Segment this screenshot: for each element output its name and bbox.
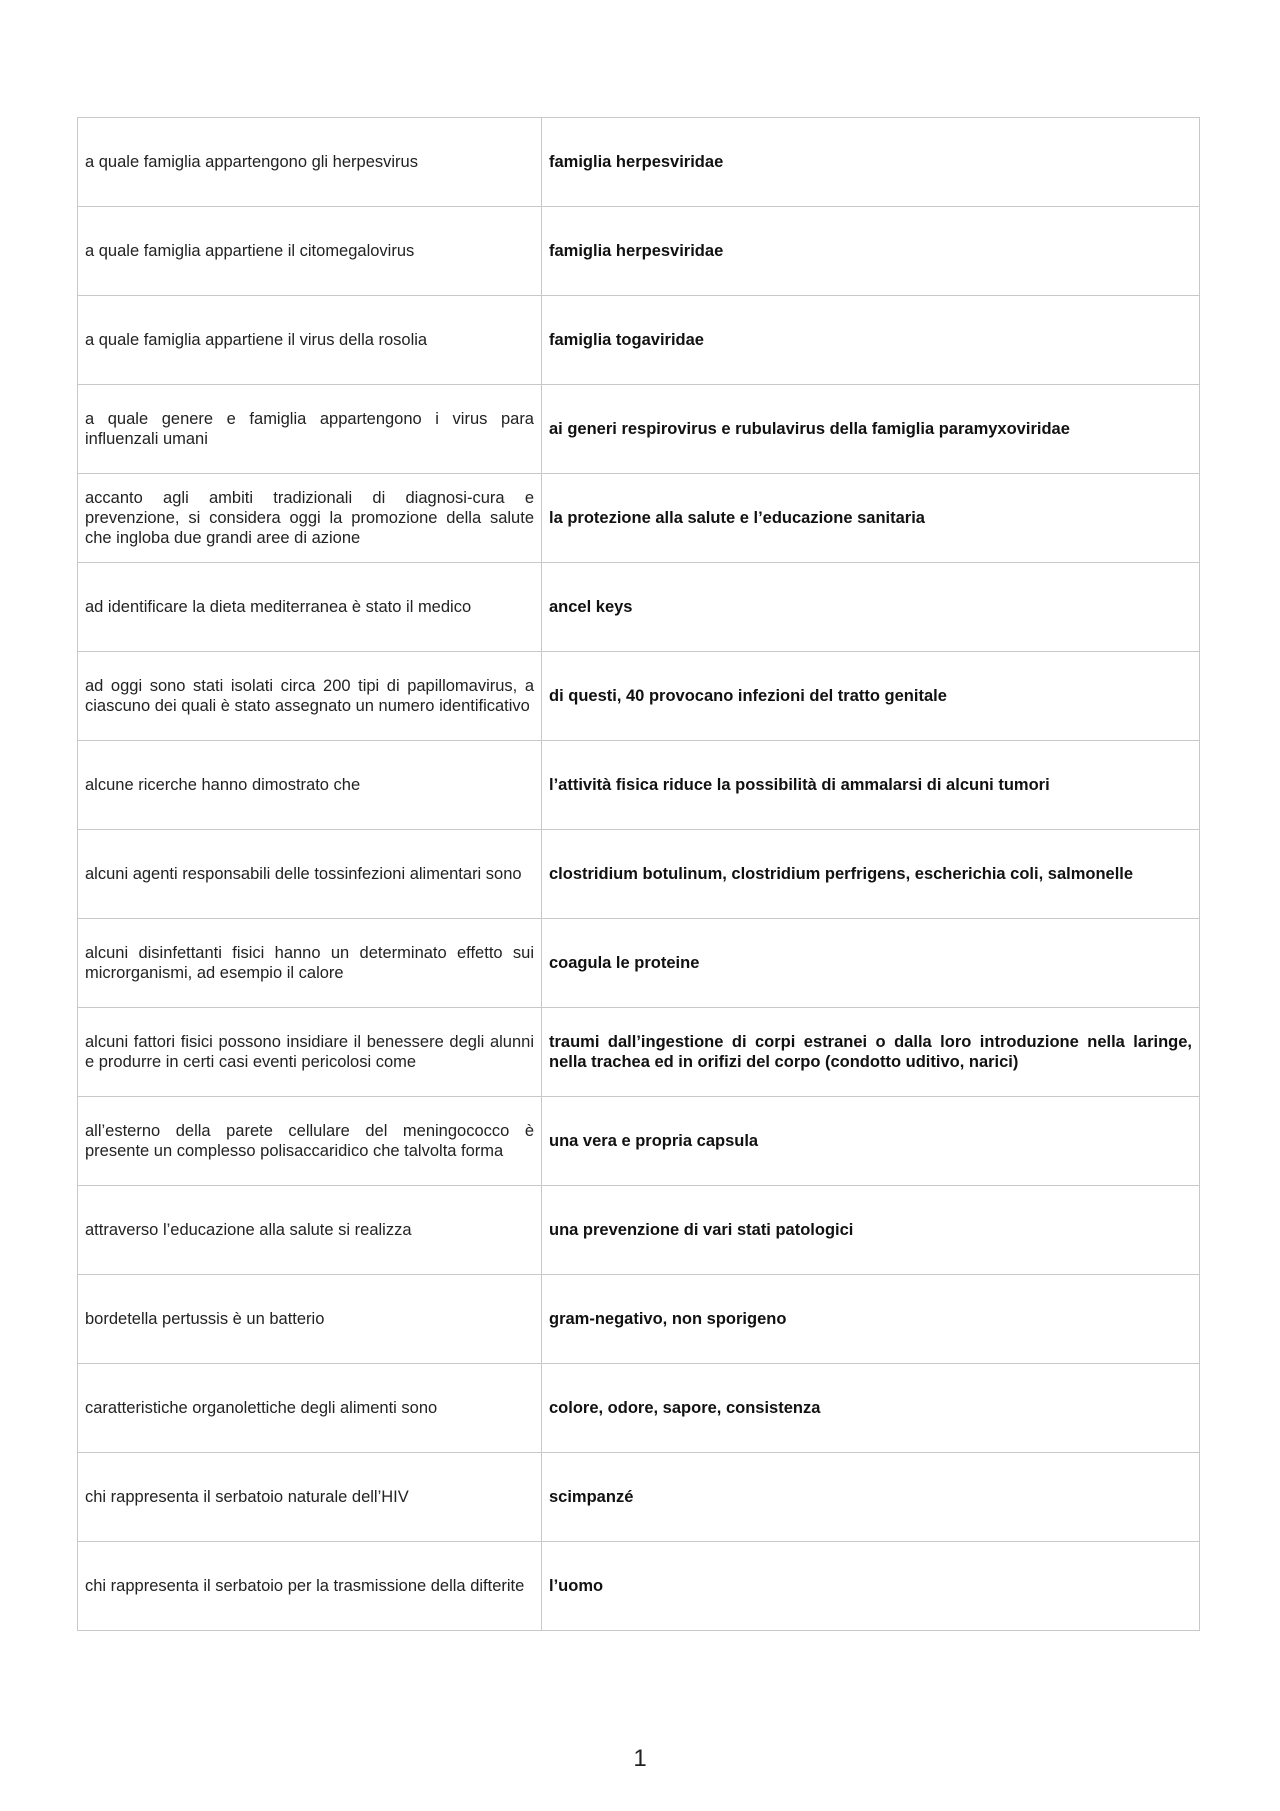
answer-cell: di questi, 40 provocano infezioni del tratto genitale: [542, 652, 1200, 741]
question-cell: caratteristiche organolettiche degli alimenti sono: [78, 1364, 542, 1453]
answer-cell: ancel keys: [542, 563, 1200, 652]
question-cell: all’esterno della parete cellulare del meningococco è presente un complesso polisaccaridico che talvolta forma: [78, 1097, 542, 1186]
answer-cell: famiglia herpesviridae: [542, 118, 1200, 207]
question-cell: accanto agli ambiti tradizionali di diagnosi-cura e prevenzione, si considera oggi la promozione della salute che ingloba due grandi aree di azione: [78, 474, 542, 563]
question-cell: bordetella pertussis è un batterio: [78, 1275, 542, 1364]
question-cell: alcuni fattori fisici possono insidiare il benessere degli alunni e produrre in certi casi eventi pericolosi come: [78, 1008, 542, 1097]
question-cell: attraverso l’educazione alla salute si realizza: [78, 1186, 542, 1275]
table-row: [78, 741, 1200, 830]
table-row: [78, 563, 1200, 652]
question-cell: chi rappresenta il serbatoio per la trasmissione della difterite: [78, 1542, 542, 1631]
question-cell: alcuni agenti responsabili delle tossinfezioni alimentari sono: [78, 830, 542, 919]
table-row: [78, 1008, 1200, 1097]
question-cell: ad identificare la dieta mediterranea è stato il medico: [78, 563, 542, 652]
answer-cell: famiglia herpesviridae: [542, 207, 1200, 296]
question-cell: alcuni disinfettanti fisici hanno un determinato effetto sui microrganismi, ad esempio il calore: [78, 919, 542, 1008]
table-row: [78, 1453, 1200, 1542]
answer-cell: scimpanzé: [542, 1453, 1200, 1542]
table-row: [78, 118, 1200, 207]
table-row: [78, 1542, 1200, 1631]
answer-cell: la protezione alla salute e l’educazione sanitaria: [542, 474, 1200, 563]
answer-cell: traumi dall’ingestione di corpi estranei o dalla loro introduzione nella laringe, nella trachea ed in orifizi del corpo (condotto uditivo, narici): [542, 1008, 1200, 1097]
question-cell: ad oggi sono stati isolati circa 200 tipi di papillomavirus, a ciascuno dei quali è stato assegnato un numero identificativo: [78, 652, 542, 741]
answer-cell: clostridium botulinum, clostridium perfrigens, escherichia coli, salmonelle: [542, 830, 1200, 919]
table-row: [78, 385, 1200, 474]
question-cell: a quale famiglia appartengono gli herpesvirus: [78, 118, 542, 207]
table-row: [78, 830, 1200, 919]
question-cell: a quale famiglia appartiene il citomegalovirus: [78, 207, 542, 296]
question-cell: alcune ricerche hanno dimostrato che: [78, 741, 542, 830]
answer-cell: famiglia togaviridae: [542, 296, 1200, 385]
answer-cell: una prevenzione di vari stati patologici: [542, 1186, 1200, 1275]
answer-cell: ai generi respirovirus e rubulavirus della famiglia paramyxoviridae: [542, 385, 1200, 474]
table-row: [78, 474, 1200, 563]
qa-table: [77, 117, 1200, 1631]
table-row: [78, 1275, 1200, 1364]
answer-cell: una vera e propria capsula: [542, 1097, 1200, 1186]
table-row: [78, 296, 1200, 385]
table-row: [78, 1364, 1200, 1453]
answer-cell: coagula le proteine: [542, 919, 1200, 1008]
question-cell: chi rappresenta il serbatoio naturale dell’HIV: [78, 1453, 542, 1542]
answer-cell: colore, odore, sapore, consistenza: [542, 1364, 1200, 1453]
question-cell: a quale famiglia appartiene il virus della rosolia: [78, 296, 542, 385]
table-row: [78, 919, 1200, 1008]
table-row: [78, 1097, 1200, 1186]
table-row: [78, 207, 1200, 296]
answer-cell: gram-negativo, non sporigeno: [542, 1275, 1200, 1364]
table-row: [78, 1186, 1200, 1275]
answer-cell: l’attività fisica riduce la possibilità di ammalarsi di alcuni tumori: [542, 741, 1200, 830]
page-number: 1: [633, 1745, 647, 1772]
answer-cell: l’uomo: [542, 1542, 1200, 1631]
table-row: [78, 652, 1200, 741]
question-cell: a quale genere e famiglia appartengono i virus para influenzali umani: [78, 385, 542, 474]
